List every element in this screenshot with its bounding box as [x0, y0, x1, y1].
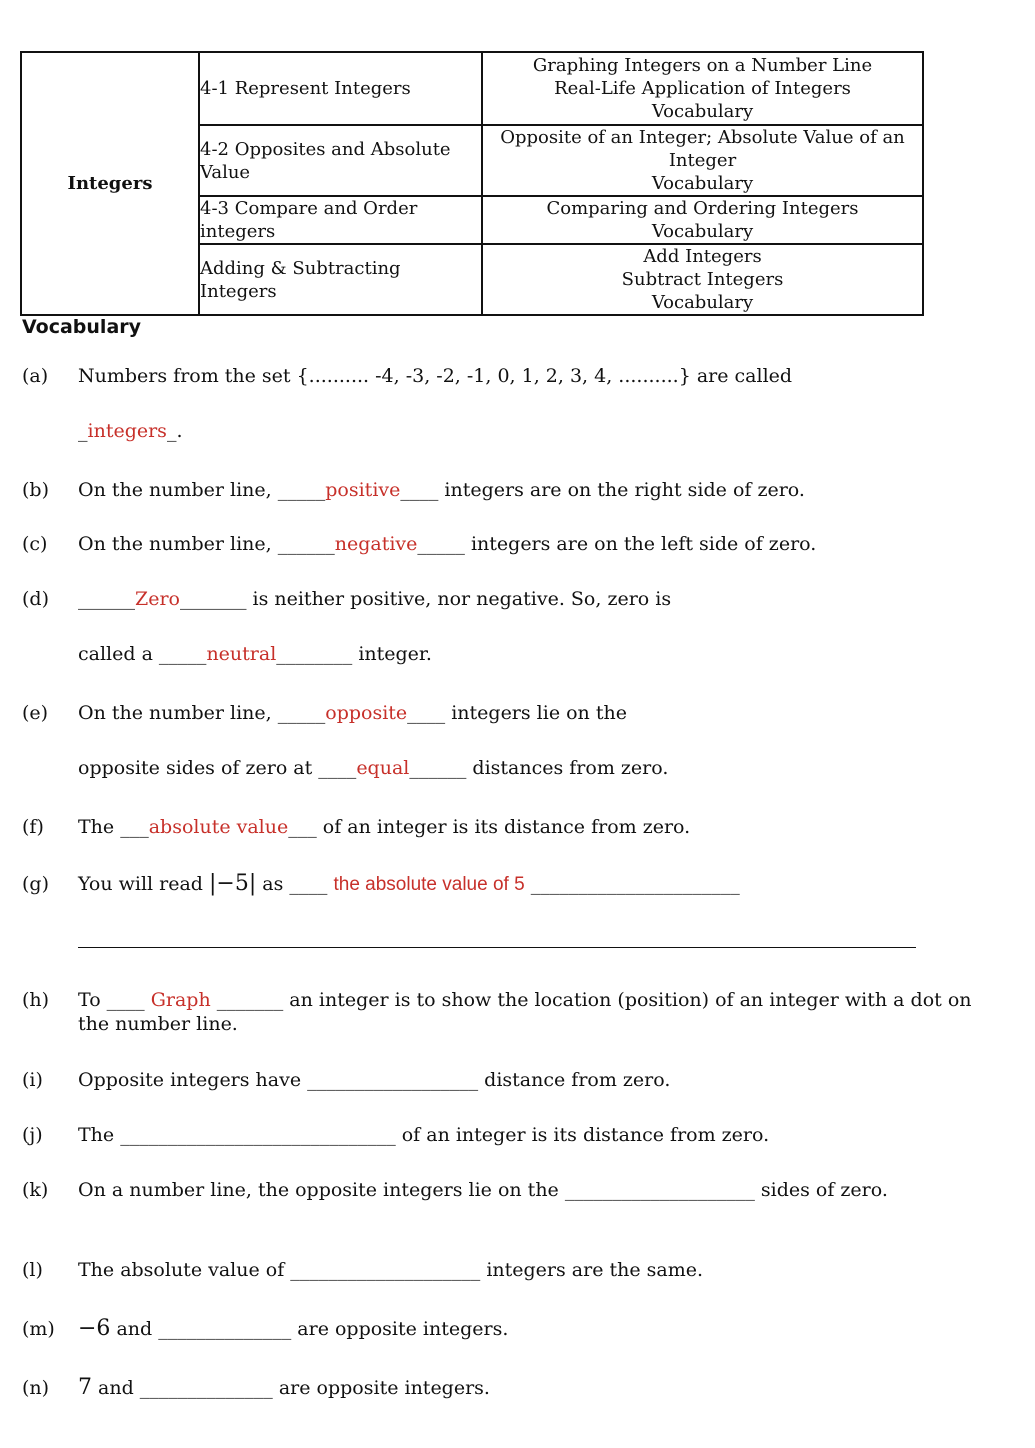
prompt: To ____ [78, 989, 151, 1011]
answer: equal [356, 757, 410, 779]
topics-cell [482, 244, 923, 315]
answer: negative [334, 533, 418, 555]
prompt: and ______________ are opposite integers. [92, 1377, 490, 1399]
question-text: The absolute value of ____________________ integers are the same. [78, 1259, 704, 1281]
question-label: (k) [22, 1179, 49, 1201]
topics-cell [482, 196, 923, 244]
question-label: (l) [22, 1259, 43, 1281]
prompt: as ____ [256, 873, 334, 895]
topic-line: Vocabulary [651, 221, 754, 242]
prompt: ___ of an integer is its distance from zero. [288, 816, 691, 838]
question-text [78, 642, 432, 666]
question-label: (g) [22, 873, 49, 895]
question-text: On a number line, the opposite integers lie on the ____________________ sides of zero. [78, 1179, 888, 1201]
prompt: opposite sides of zero at ____ [78, 757, 357, 779]
table-row [21, 52, 923, 125]
prompt: ______ distances from zero. [409, 757, 669, 779]
answer: Graph [150, 989, 211, 1011]
prompt: On the number line, _____ [78, 702, 326, 724]
topic-line: Real-Life Application of Integers [554, 78, 851, 99]
question-text: The _____________________________ of an integer is its distance from zero. [78, 1124, 770, 1146]
answer: absolute value [148, 816, 289, 838]
topic-line: Subtract Integers [621, 269, 784, 290]
prompt: _____ integers are on the left side of zero. [417, 533, 817, 555]
prompt: ________ integer. [276, 643, 432, 665]
lesson-cell: 4-2 Opposites and Absolute Value [199, 125, 482, 196]
answer: Zero [135, 588, 180, 610]
topic-line: Graphing Integers on a Number Line [532, 55, 873, 76]
answer: positive [325, 479, 401, 501]
question-text [78, 815, 690, 839]
question-text [78, 1376, 490, 1400]
prompt: The ___ [78, 816, 149, 838]
prompt: ____ integers are on the right side of zero. [400, 479, 805, 501]
question-text: Numbers from the set {.......... -4, -3, -2, -1, 0, 1, 2, 3, 4, ..........} are called [78, 365, 793, 387]
lesson-cell: 4-3 Compare and Order integers [199, 196, 482, 244]
question-label: (m) [22, 1318, 55, 1340]
blank: ______________________ [524, 873, 740, 895]
topic-line: Add Integers [643, 246, 762, 267]
math-expression: 7 [78, 1375, 92, 1400]
question-label: (e) [22, 702, 49, 724]
answer-rule [78, 947, 916, 948]
question-text [78, 988, 978, 1036]
question-label: (c) [22, 533, 48, 555]
prompt: On the number line, ______ [78, 533, 335, 555]
question-text [78, 872, 740, 897]
prompt: called a _____ [78, 643, 207, 665]
topic-line: Opposite of an Integer; Absolute Value of an Integer [500, 127, 905, 171]
vocabulary-heading: Vocabulary [22, 316, 142, 338]
question-text [78, 478, 805, 502]
question-text [78, 756, 668, 780]
topic-line: Vocabulary [651, 173, 754, 194]
question-label: (a) [22, 365, 49, 387]
question-label: (i) [22, 1069, 43, 1091]
answer: integers [87, 420, 167, 442]
topic-line: Vocabulary [651, 292, 754, 313]
question-text: Opposite integers have __________________ distance from zero. [78, 1069, 671, 1091]
math-expression: |−5| [209, 871, 257, 896]
prompt: ____ integers lie on the [407, 702, 627, 724]
prompt: On the number line, _____ [78, 479, 326, 501]
question-label: (h) [22, 989, 50, 1011]
question-label: (d) [22, 588, 49, 610]
question-text [78, 587, 671, 611]
answer: opposite [325, 702, 408, 724]
prompt: _______ is neither positive, nor negative. So, zero is [179, 588, 672, 610]
topics-cell [482, 125, 923, 196]
lesson-cell: 4-1 Represent Integers [199, 52, 482, 125]
prompt: and ______________ are opposite integers. [110, 1318, 509, 1340]
question-text [78, 1317, 508, 1341]
answer: neutral [206, 643, 277, 665]
prompt: _______ an integer is to show the location (position) of an integer with a dot on the number line. [78, 989, 972, 1035]
blank: _. [166, 420, 183, 442]
question-label: (n) [22, 1377, 50, 1399]
answer: the absolute value of 5 [333, 874, 525, 895]
question-text [78, 532, 816, 556]
question-text [78, 701, 627, 725]
lesson-cell: Adding & Subtracting Integers [199, 244, 482, 315]
lesson-overview-table [20, 51, 924, 316]
question-text [78, 419, 182, 443]
question-label: (j) [22, 1124, 43, 1146]
prompt: ______ [78, 588, 135, 610]
math-expression: −6 [78, 1316, 111, 1341]
blank: _ [78, 420, 88, 442]
topics-cell [482, 52, 923, 125]
prompt: You will read [78, 873, 209, 895]
unit-label: Integers [21, 52, 199, 315]
question-label: (b) [22, 479, 49, 501]
topic-line: Vocabulary [651, 101, 754, 122]
topic-line: Comparing and Ordering Integers [546, 198, 859, 219]
question-label: (f) [22, 816, 44, 838]
